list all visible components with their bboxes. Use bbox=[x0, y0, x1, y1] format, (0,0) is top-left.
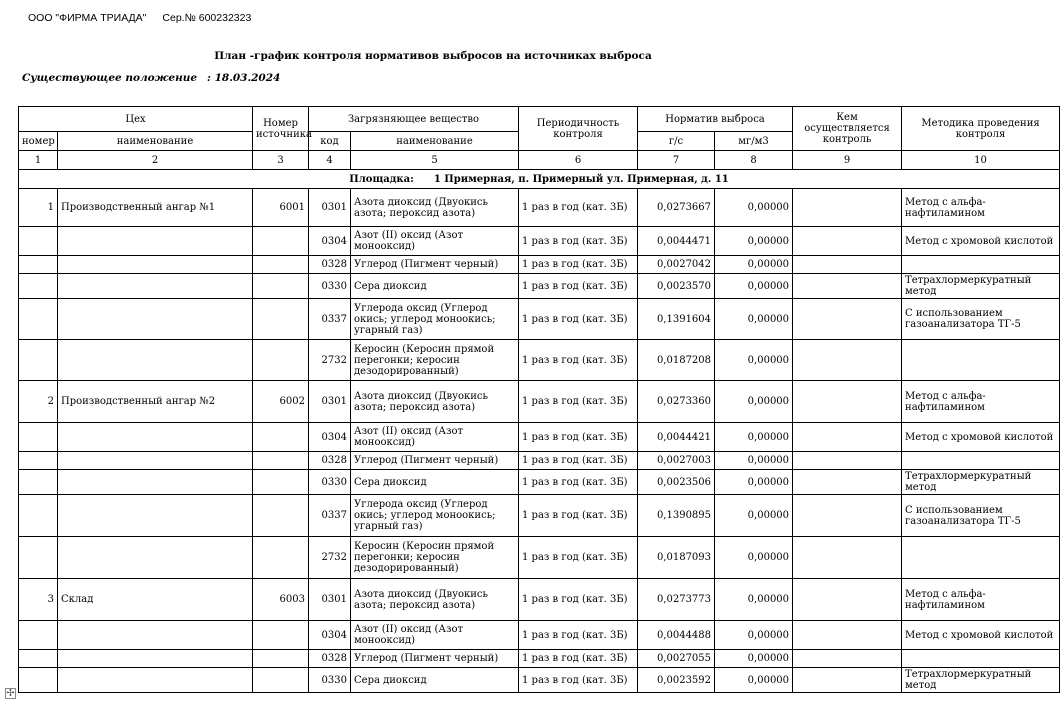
cell-substance: Углерода оксид (Углерод окись; углерод моноокись; угарный газ) bbox=[351, 495, 519, 537]
cell-code: 0301 bbox=[309, 579, 351, 621]
cell-code: 0330 bbox=[309, 274, 351, 299]
cell-mgm3: 0,00000 bbox=[715, 579, 793, 621]
cell-who-controls bbox=[793, 340, 902, 381]
header-pollutant: Загрязняющее вещество bbox=[309, 107, 519, 132]
column-number: 8 bbox=[715, 151, 793, 170]
cell-method: С использованием газоанализатора ТГ-5 bbox=[902, 495, 1060, 537]
cell-who-controls bbox=[793, 227, 902, 256]
cell-number bbox=[19, 537, 58, 579]
cell-number bbox=[19, 452, 58, 470]
column-number-row bbox=[19, 151, 1060, 170]
cell-substance: Керосин (Керосин прямой перегонки; керосин дезодорированный) bbox=[351, 340, 519, 381]
table-row bbox=[19, 621, 1060, 650]
cell-periodicity: 1 раз в год (кат. 3Б) bbox=[519, 340, 638, 381]
cell-source-number bbox=[253, 495, 309, 537]
table-row bbox=[19, 299, 1060, 340]
cell-workshop-name bbox=[58, 668, 253, 693]
cell-mgm3: 0,00000 bbox=[715, 650, 793, 668]
site-value: 1 Примерная, п. Примерный ул. Примерная, д. 11 bbox=[433, 173, 729, 185]
cell-who-controls bbox=[793, 381, 902, 423]
cell-periodicity: 1 раз в год (кат. 3Б) bbox=[519, 452, 638, 470]
move-handle-icon[interactable]: ✢ bbox=[6, 688, 15, 699]
site-label: Площадка: bbox=[349, 173, 414, 185]
cell-mgm3: 0,00000 bbox=[715, 495, 793, 537]
cell-gs: 0,1391604 bbox=[638, 299, 715, 340]
column-number: 6 bbox=[519, 151, 638, 170]
cell-method bbox=[902, 650, 1060, 668]
cell-workshop-name bbox=[58, 452, 253, 470]
header-name: наименование bbox=[58, 132, 253, 151]
cell-who-controls bbox=[793, 650, 902, 668]
column-number: 2 bbox=[58, 151, 253, 170]
cell-substance: Азот (II) оксид (Азот монооксид) bbox=[351, 621, 519, 650]
cell-number bbox=[19, 470, 58, 495]
header-mgm3: мг/м3 bbox=[715, 132, 793, 151]
cell-code: 0301 bbox=[309, 381, 351, 423]
cell-workshop-name bbox=[58, 621, 253, 650]
cell-substance: Азот (II) оксид (Азот монооксид) bbox=[351, 423, 519, 452]
cell-substance: Сера диоксид bbox=[351, 668, 519, 693]
cell-workshop-name: Производственный ангар №1 bbox=[58, 189, 253, 227]
header-substance-name: наименование bbox=[351, 132, 519, 151]
cell-code: 0304 bbox=[309, 423, 351, 452]
cell-code: 0328 bbox=[309, 256, 351, 274]
header-source-number: Номер источника bbox=[253, 107, 309, 151]
cell-method bbox=[902, 452, 1060, 470]
cell-mgm3: 0,00000 bbox=[715, 470, 793, 495]
cell-source-number bbox=[253, 340, 309, 381]
cell-mgm3: 0,00000 bbox=[715, 668, 793, 693]
cell-number bbox=[19, 621, 58, 650]
cell-gs: 0,0273667 bbox=[638, 189, 715, 227]
cell-periodicity: 1 раз в год (кат. 3Б) bbox=[519, 621, 638, 650]
cell-method: Метод с альфа-нафтиламином bbox=[902, 381, 1060, 423]
cell-number bbox=[19, 650, 58, 668]
cell-number bbox=[19, 299, 58, 340]
cell-periodicity: 1 раз в год (кат. 3Б) bbox=[519, 470, 638, 495]
cell-workshop-name: Склад bbox=[58, 579, 253, 621]
cell-gs: 0,0027042 bbox=[638, 256, 715, 274]
cell-number bbox=[19, 668, 58, 693]
cell-method: Тетрахлормеркуратный метод bbox=[902, 274, 1060, 299]
cell-source-number bbox=[253, 299, 309, 340]
serial-number: Сер.№ 600232323 bbox=[162, 12, 252, 24]
cell-who-controls bbox=[793, 579, 902, 621]
cell-periodicity: 1 раз в год (кат. 3Б) bbox=[519, 650, 638, 668]
cell-workshop-name bbox=[58, 470, 253, 495]
cell-periodicity: 1 раз в год (кат. 3Б) bbox=[519, 579, 638, 621]
cell-code: 0330 bbox=[309, 668, 351, 693]
table-row bbox=[19, 470, 1060, 495]
cell-mgm3: 0,00000 bbox=[715, 299, 793, 340]
cell-substance: Азота диоксид (Двуокись азота; пероксид азота) bbox=[351, 579, 519, 621]
cell-source-number bbox=[253, 227, 309, 256]
cell-substance: Углерод (Пигмент черный) bbox=[351, 650, 519, 668]
cell-method: Тетрахлормеркуратный метод bbox=[902, 470, 1060, 495]
cell-substance: Азота диоксид (Двуокись азота; пероксид азота) bbox=[351, 381, 519, 423]
cell-source-number bbox=[253, 621, 309, 650]
cell-who-controls bbox=[793, 621, 902, 650]
header-row-top bbox=[19, 107, 1060, 132]
table-row bbox=[19, 668, 1060, 693]
cell-workshop-name bbox=[58, 299, 253, 340]
cell-periodicity: 1 раз в год (кат. 3Б) bbox=[519, 381, 638, 423]
cell-source-number bbox=[253, 650, 309, 668]
cell-gs: 0,0044471 bbox=[638, 227, 715, 256]
table-row bbox=[19, 650, 1060, 668]
column-number: 1 bbox=[19, 151, 58, 170]
cell-workshop-name bbox=[58, 495, 253, 537]
cell-method: Метод с альфа-нафтиламином bbox=[902, 189, 1060, 227]
header-number: номер bbox=[19, 132, 58, 151]
cell-source-number: 6001 bbox=[253, 189, 309, 227]
table-row bbox=[19, 274, 1060, 299]
cell-workshop-name bbox=[58, 423, 253, 452]
cell-gs: 0,0023592 bbox=[638, 668, 715, 693]
cell-substance: Азот (II) оксид (Азот монооксид) bbox=[351, 227, 519, 256]
status-date: : 18.03.2024 bbox=[207, 72, 281, 84]
cell-periodicity: 1 раз в год (кат. 3Б) bbox=[519, 227, 638, 256]
column-number: 4 bbox=[309, 151, 351, 170]
table-row bbox=[19, 340, 1060, 381]
cell-workshop-name bbox=[58, 537, 253, 579]
cell-number bbox=[19, 423, 58, 452]
cell-gs: 0,0044421 bbox=[638, 423, 715, 452]
cell-number bbox=[19, 340, 58, 381]
cell-method bbox=[902, 340, 1060, 381]
table-row bbox=[19, 381, 1060, 423]
cell-gs: 0,0187093 bbox=[638, 537, 715, 579]
cell-who-controls bbox=[793, 495, 902, 537]
cell-periodicity: 1 раз в год (кат. 3Б) bbox=[519, 495, 638, 537]
cell-gs: 0,0027055 bbox=[638, 650, 715, 668]
cell-code: 0304 bbox=[309, 621, 351, 650]
cell-code: 2732 bbox=[309, 340, 351, 381]
table-row bbox=[19, 537, 1060, 579]
header-gs: г/с bbox=[638, 132, 715, 151]
cell-gs: 0,0044488 bbox=[638, 621, 715, 650]
header-workshop: Цех bbox=[19, 107, 253, 132]
cell-source-number: 6002 bbox=[253, 381, 309, 423]
cell-who-controls bbox=[793, 299, 902, 340]
cell-code: 0337 bbox=[309, 495, 351, 537]
cell-gs: 0,0023506 bbox=[638, 470, 715, 495]
cell-workshop-name bbox=[58, 256, 253, 274]
cell-who-controls bbox=[793, 537, 902, 579]
company-name: ООО "ФИРМА ТРИАДА" bbox=[28, 12, 147, 24]
cell-substance: Углерод (Пигмент черный) bbox=[351, 452, 519, 470]
column-number: 10 bbox=[902, 151, 1060, 170]
cell-periodicity: 1 раз в год (кат. 3Б) bbox=[519, 423, 638, 452]
cell-method: Метод с хромовой кислотой bbox=[902, 423, 1060, 452]
status-line bbox=[22, 72, 280, 84]
cell-workshop-name: Производственный ангар №2 bbox=[58, 381, 253, 423]
cell-substance: Сера диоксид bbox=[351, 470, 519, 495]
cell-number bbox=[19, 274, 58, 299]
header-method: Методика проведения контроля bbox=[902, 107, 1060, 151]
cell-method: Метод с хромовой кислотой bbox=[902, 621, 1060, 650]
cell-who-controls bbox=[793, 668, 902, 693]
cell-code: 0328 bbox=[309, 452, 351, 470]
cell-who-controls bbox=[793, 452, 902, 470]
cell-gs: 0,0023570 bbox=[638, 274, 715, 299]
cell-code: 0330 bbox=[309, 470, 351, 495]
cell-mgm3: 0,00000 bbox=[715, 227, 793, 256]
table-row bbox=[19, 579, 1060, 621]
cell-who-controls bbox=[793, 274, 902, 299]
cell-number bbox=[19, 495, 58, 537]
cell-mgm3: 0,00000 bbox=[715, 340, 793, 381]
column-number: 7 bbox=[638, 151, 715, 170]
column-number: 9 bbox=[793, 151, 902, 170]
cell-gs: 0,0273773 bbox=[638, 579, 715, 621]
cell-code: 0328 bbox=[309, 650, 351, 668]
document-header bbox=[28, 12, 251, 24]
status-label: Существующее положение bbox=[22, 72, 198, 84]
cell-source-number: 6003 bbox=[253, 579, 309, 621]
cell-mgm3: 0,00000 bbox=[715, 452, 793, 470]
cell-who-controls bbox=[793, 470, 902, 495]
cell-number: 1 bbox=[19, 189, 58, 227]
cell-method: Метод с альфа-нафтиламином bbox=[902, 579, 1060, 621]
table-row bbox=[19, 495, 1060, 537]
cell-workshop-name bbox=[58, 340, 253, 381]
cell-code: 0337 bbox=[309, 299, 351, 340]
cell-source-number bbox=[253, 423, 309, 452]
cell-source-number bbox=[253, 470, 309, 495]
cell-method bbox=[902, 256, 1060, 274]
cell-periodicity: 1 раз в год (кат. 3Б) bbox=[519, 189, 638, 227]
cell-source-number bbox=[253, 668, 309, 693]
document-title: План -график контроля нормативов выбросов на источниках выброса bbox=[214, 50, 652, 62]
cell-method: С использованием газоанализатора ТГ-5 bbox=[902, 299, 1060, 340]
cell-source-number bbox=[253, 274, 309, 299]
emissions-table[interactable] bbox=[18, 106, 1060, 693]
cell-mgm3: 0,00000 bbox=[715, 537, 793, 579]
cell-gs: 0,0187208 bbox=[638, 340, 715, 381]
cell-method: Тетрахлормеркуратный метод bbox=[902, 668, 1060, 693]
cell-substance: Углерод (Пигмент черный) bbox=[351, 256, 519, 274]
cell-code: 0301 bbox=[309, 189, 351, 227]
cell-periodicity: 1 раз в год (кат. 3Б) bbox=[519, 299, 638, 340]
column-number: 5 bbox=[351, 151, 519, 170]
cell-substance: Азота диоксид (Двуокись азота; пероксид азота) bbox=[351, 189, 519, 227]
cell-method: Метод с хромовой кислотой bbox=[902, 227, 1060, 256]
cell-mgm3: 0,00000 bbox=[715, 189, 793, 227]
cell-code: 0304 bbox=[309, 227, 351, 256]
cell-mgm3: 0,00000 bbox=[715, 381, 793, 423]
cell-code: 2732 bbox=[309, 537, 351, 579]
cell-who-controls bbox=[793, 189, 902, 227]
cell-substance: Керосин (Керосин прямой перегонки; керосин дезодорированный) bbox=[351, 537, 519, 579]
cell-source-number bbox=[253, 452, 309, 470]
site-row bbox=[19, 170, 1060, 189]
cell-mgm3: 0,00000 bbox=[715, 256, 793, 274]
cell-mgm3: 0,00000 bbox=[715, 621, 793, 650]
cell-mgm3: 0,00000 bbox=[715, 274, 793, 299]
header-norm: Норматив выброса bbox=[638, 107, 793, 132]
cell-source-number bbox=[253, 537, 309, 579]
column-number: 3 bbox=[253, 151, 309, 170]
cell-substance: Сера диоксид bbox=[351, 274, 519, 299]
cell-periodicity: 1 раз в год (кат. 3Б) bbox=[519, 256, 638, 274]
table-row bbox=[19, 423, 1060, 452]
cell-who-controls bbox=[793, 423, 902, 452]
cell-mgm3: 0,00000 bbox=[715, 423, 793, 452]
header-who-controls: Кем осуществляется контроль bbox=[793, 107, 902, 151]
cell-gs: 0,0027003 bbox=[638, 452, 715, 470]
table-row bbox=[19, 189, 1060, 227]
cell-periodicity: 1 раз в год (кат. 3Б) bbox=[519, 274, 638, 299]
cell-substance: Углерода оксид (Углерод окись; углерод моноокись; угарный газ) bbox=[351, 299, 519, 340]
cell-workshop-name bbox=[58, 274, 253, 299]
cell-gs: 0,0273360 bbox=[638, 381, 715, 423]
cell-periodicity: 1 раз в год (кат. 3Б) bbox=[519, 537, 638, 579]
cell-number bbox=[19, 227, 58, 256]
header-code: код bbox=[309, 132, 351, 151]
table-row bbox=[19, 256, 1060, 274]
cell-number: 3 bbox=[19, 579, 58, 621]
cell-source-number bbox=[253, 256, 309, 274]
cell-who-controls bbox=[793, 256, 902, 274]
cell-gs: 0,1390895 bbox=[638, 495, 715, 537]
cell-number bbox=[19, 256, 58, 274]
cell-periodicity: 1 раз в год (кат. 3Б) bbox=[519, 668, 638, 693]
cell-workshop-name bbox=[58, 227, 253, 256]
header-periodicity: Периодичность контроля bbox=[519, 107, 638, 151]
cell-workshop-name bbox=[58, 650, 253, 668]
table-row bbox=[19, 452, 1060, 470]
table-row bbox=[19, 227, 1060, 256]
cell-number: 2 bbox=[19, 381, 58, 423]
cell-method bbox=[902, 537, 1060, 579]
site-cell bbox=[19, 170, 1060, 189]
